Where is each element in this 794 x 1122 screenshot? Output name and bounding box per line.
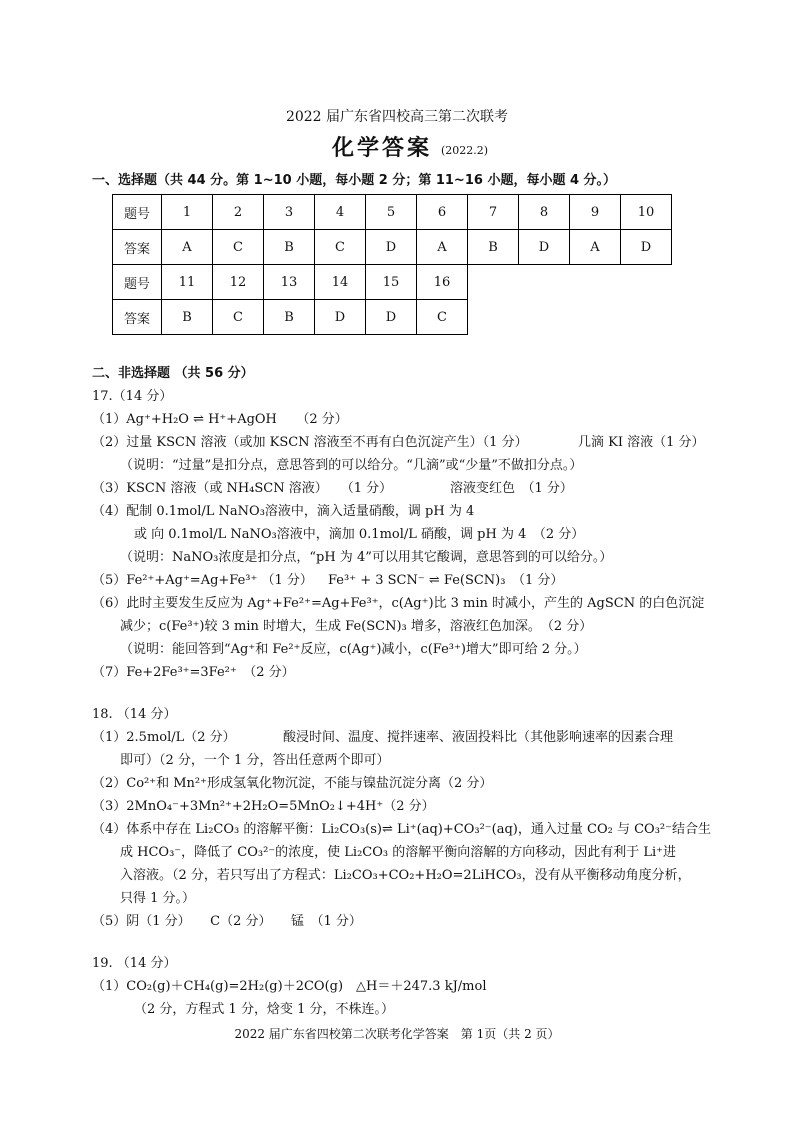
table-cell: 13 <box>264 265 315 300</box>
table-cell: C <box>315 230 366 265</box>
table-cell: 3 <box>264 195 315 230</box>
table-cell: A <box>570 230 621 265</box>
row-label: 题号 <box>113 195 162 230</box>
q18-line: 即可）（2 分，一个 1 分，答出任意两个即可） <box>120 753 390 768</box>
q18-line: 只得 1 分。） <box>120 891 196 906</box>
q17-line: Fe³⁺ + 3 SCN⁻ ⇌ Fe(SCN)₃ （1 分） <box>328 573 564 588</box>
q17-line: 或 向 0.1mol/L NaNO₃溶液中，滴加 0.1mol/L 硝酸，调 pH 为 4 （2 分） <box>134 527 585 542</box>
table-row <box>113 230 672 265</box>
table-cell: A <box>417 230 468 265</box>
row-label: 题号 <box>113 265 162 300</box>
row-label: 答案 <box>113 230 162 265</box>
table-cell: B <box>264 300 315 335</box>
table-cell: D <box>315 300 366 335</box>
q17-line: （4）配制 0.1mol/L NaNO₃溶液中，滴入适量硝酸，调 pH 为 4 <box>92 504 475 519</box>
q19-note: （2 分，方程式 1 分，焓变 1 分，不株连。） <box>134 1002 394 1017</box>
table-cell: 5 <box>366 195 417 230</box>
q18-heading: 18. （14 分） <box>92 707 177 722</box>
answer-title: 化学答案 <box>332 136 433 161</box>
exam-title: 2022 届广东省四校高三第二次联考 <box>285 109 509 125</box>
q17-line: （3）KSCN 溶液（或 NH₄SCN 溶液） （1 分） <box>92 481 393 496</box>
table-cell: 6 <box>417 195 468 230</box>
section2-heading: 二、非选择题 （共 56 分） <box>92 366 254 381</box>
table-cell: 2 <box>213 195 264 230</box>
table-cell: C <box>213 300 264 335</box>
table-cell: B <box>264 230 315 265</box>
table-cell: B <box>468 230 519 265</box>
q17-heading: 17.（14 分） <box>92 389 173 404</box>
row-label: 答案 <box>113 300 162 335</box>
q17-line: 减少；c(Fe³⁺)较 3 min 时增大，生成 Fe(SCN)₃ 增多，溶液红色加深。 （2 分） <box>120 619 593 634</box>
answer-table-2 <box>112 264 468 335</box>
q18-line: 成 HCO₃⁻，降低了 CO₃²⁻的浓度，使 Li₂CO₃ 的溶解平衡向溶解的方向移动，因此有利于 Li⁺进 <box>120 845 677 860</box>
table-cell: 14 <box>315 265 366 300</box>
table-cell: 1 <box>162 195 213 230</box>
q17-line: 几滴 KI 溶液（1 分） <box>578 435 705 450</box>
table-cell: 8 <box>519 195 570 230</box>
q17-note: （说明：“过量”是扣分点，意思答到的可以给分。“几滴”或“少量”不做扣分点。） <box>120 458 583 473</box>
table-cell: 10 <box>621 195 672 230</box>
table-cell: 16 <box>417 265 468 300</box>
table-cell: 7 <box>468 195 519 230</box>
q19-heading: 19. （14 分） <box>92 956 177 971</box>
q18-line: 酸浸时间、温度、搅拌速率、液固投料比（其他影响速率的因素合理 <box>283 730 674 745</box>
q18-line: （5）阴（1 分） C（2 分） 锰 （1 分） <box>92 914 362 929</box>
table-row <box>113 195 672 230</box>
table-cell: D <box>519 230 570 265</box>
q18-line: 入溶液。（2 分，若只写出了方程式：Li₂CO₃+CO₂+H₂O=2LiHCO₃，没有从平衡移动角度分析， <box>120 868 691 883</box>
q17-note: （说明：NaNO₃浓度是扣分点，“pH 为 4”可以用其它酸调，意思答到的可以给分。） <box>120 550 613 565</box>
table-cell: 4 <box>315 195 366 230</box>
q18-line: （2）Co²⁺和 Mn²⁺形成氢氧化物沉淀，不能与镍盐沉淀分离（2 分） <box>92 776 493 791</box>
q17-line: （2）过量 KSCN 溶液（或加 KSCN 溶液至不再有白色沉淀产生）（1 分） <box>92 435 528 450</box>
table-row <box>113 300 468 335</box>
q18-line: （3）2MnO₄⁻+3Mn²⁺+2H₂O=5MnO₂↓+4H⁺（2 分） <box>92 799 435 814</box>
q17-line: （7）Fe+2Fe³⁺=3Fe²⁺ （2 分） <box>92 665 295 680</box>
q19-line: （1）CO₂(g)＋CH₄(g)=2H₂(g)＋2CO(g) △H＝＋247.3 kJ/mol <box>92 979 487 994</box>
q17-line: （5）Fe²⁺+Ag⁺=Ag+Fe³⁺ （1 分） <box>92 573 313 588</box>
q18-line: （1）2.5mol/L（2 分） <box>92 730 236 745</box>
table-cell: 15 <box>366 265 417 300</box>
q17-line: （1）Ag⁺+H₂O ⇌ H⁺+AgOH （2 分） <box>92 412 348 427</box>
q17-line: 溶液变红色 （1 分） <box>450 481 573 496</box>
table-cell: B <box>162 300 213 335</box>
page-footer: 2022 届广东省四校第二次联考化学答案 第 1页（共 2 页） <box>234 1027 560 1041</box>
table-cell: D <box>366 230 417 265</box>
q18-line: （4）体系中存在 Li₂CO₃ 的溶解平衡：Li₂CO₃(s)⇌ Li⁺(aq)+CO₃²⁻(aq)，通入过量 CO₂ 与 CO₃²⁻结合生 <box>92 822 711 837</box>
q17-note: （说明：能回答到“Ag⁺和 Fe²⁺反应，c(Ag⁺)减小，c(Fe³⁺)增大”即可给 2 分。） <box>120 642 587 657</box>
table-cell: 12 <box>213 265 264 300</box>
table-cell: A <box>162 230 213 265</box>
table-cell: C <box>213 230 264 265</box>
table-cell: D <box>366 300 417 335</box>
q17-line: （6）此时主要发生反应为 Ag⁺+Fe²⁺=Ag+Fe³⁺，c(Ag⁺)比 3 min 时减小，产生的 AgSCN 的白色沉淀 <box>92 596 705 611</box>
exam-date: (2022.2) <box>441 144 489 157</box>
table-cell: 11 <box>162 265 213 300</box>
table-cell: D <box>621 230 672 265</box>
answer-table-1 <box>112 194 672 265</box>
table-cell: C <box>417 300 468 335</box>
section1-heading: 一、选择题（共 44 分。第 1~10 小题，每小题 2 分；第 11~16 小题，每小题 4 分。） <box>92 173 617 188</box>
table-row <box>113 265 468 300</box>
table-cell: 9 <box>570 195 621 230</box>
